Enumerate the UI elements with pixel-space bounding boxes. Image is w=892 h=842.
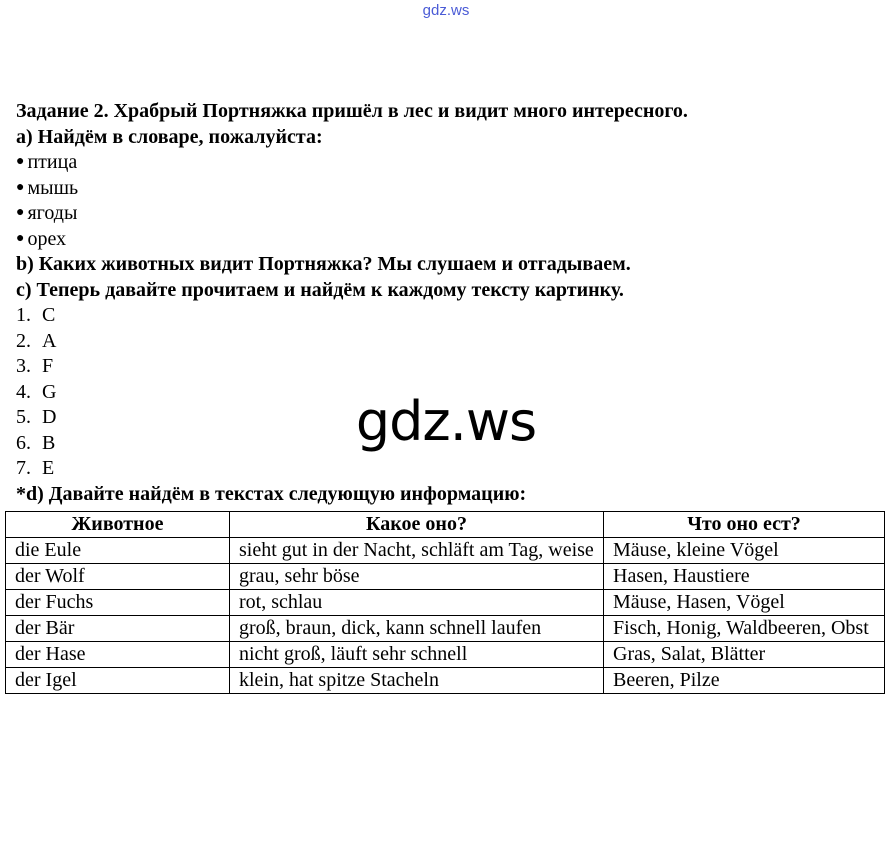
answer-number: 5. [16,406,31,428]
cell-food: Fisch, Honig, Waldbeeren, Obst [604,616,885,642]
cell-animal: der Bär [6,616,230,642]
part-a-title: a) Найдём в словаре, пожалуйста: [16,125,323,148]
cell-description: klein, hat spitze Stacheln [230,668,604,694]
bullet-icon: ● [16,179,25,195]
bullet-item [16,150,884,176]
cell-food: Mäuse, Hasen, Vögel [604,590,885,616]
answer-letter: B [42,431,56,454]
answer-letter: D [42,406,57,428]
bullet-icon: ● [16,205,25,220]
task-heading: Задание 2. Храбрый Портняжка пришёл в лес и видит много интересного. [16,100,688,122]
bullet-icon: ● [16,230,25,246]
answer-number: 3. [16,355,31,377]
answer-item [16,354,884,380]
cell-description: rot, schlau [230,590,604,616]
answer-letter: F [42,355,54,377]
answer-letter: G [42,380,57,403]
watermark-top: gdz.ws [422,2,470,19]
answer-item [16,303,884,329]
answer-letter: A [42,329,57,352]
bullet-text: орех [27,227,67,250]
part-b-title: b) Каких животных видит Портняжка? Мы слушаем и отгадываем. [16,253,631,275]
table-header-row [6,512,885,538]
bullet-icon: ● [16,154,25,169]
bullet-text: птица [27,151,78,173]
table-row [6,564,885,590]
cell-food: Gras, Salat, Blätter [604,642,885,668]
header-food: Что оно ест? [604,512,885,538]
table-row [6,642,885,668]
cell-food: Hasen, Haustiere [604,564,885,590]
part-d-title: *d) Давайте найдём в текстах следующую информацию: [16,482,527,505]
cell-description: grau, sehr böse [230,564,604,590]
table-row [6,616,885,642]
answer-letter: E [42,457,55,479]
part-c-title: c) Теперь давайте прочитаем и найдём к каждому тексту картинку. [16,278,624,301]
cell-description: groß, braun, dick, kann schnell laufen [230,616,604,642]
animals-table [5,511,885,694]
table-row [6,538,885,564]
watermark-center: gdz.ws [355,390,537,453]
cell-animal: der Igel [6,668,230,694]
cell-food: Mäuse, kleine Vögel [604,538,885,564]
cell-animal: der Hase [6,642,230,668]
cell-food: Beeren, Pilze [604,668,885,694]
answer-number: 4. [16,380,31,403]
bullet-item [16,176,884,202]
answer-number: 6. [16,431,31,454]
table-row [6,668,885,694]
bullet-item [16,227,884,253]
header-animal: Животное [6,512,230,538]
answer-number: 2. [16,329,31,352]
answer-number: 7. [16,457,31,479]
cell-animal: der Wolf [6,564,230,590]
cell-description: nicht groß, läuft sehr schnell [230,642,604,668]
answer-number: 1. [16,304,31,326]
cell-animal: der Fuchs [6,590,230,616]
header-description: Какое оно? [230,512,604,538]
answer-item [16,329,884,355]
cell-description: sieht gut in der Nacht, schläft am Tag, weise [230,538,604,564]
bullet-item [16,201,884,227]
cell-animal: die Eule [6,538,230,564]
table-row [6,590,885,616]
answer-item [16,456,884,482]
bullet-text: мышь [27,176,79,199]
answer-letter: C [42,304,56,326]
bullet-text: ягоды [27,202,78,224]
